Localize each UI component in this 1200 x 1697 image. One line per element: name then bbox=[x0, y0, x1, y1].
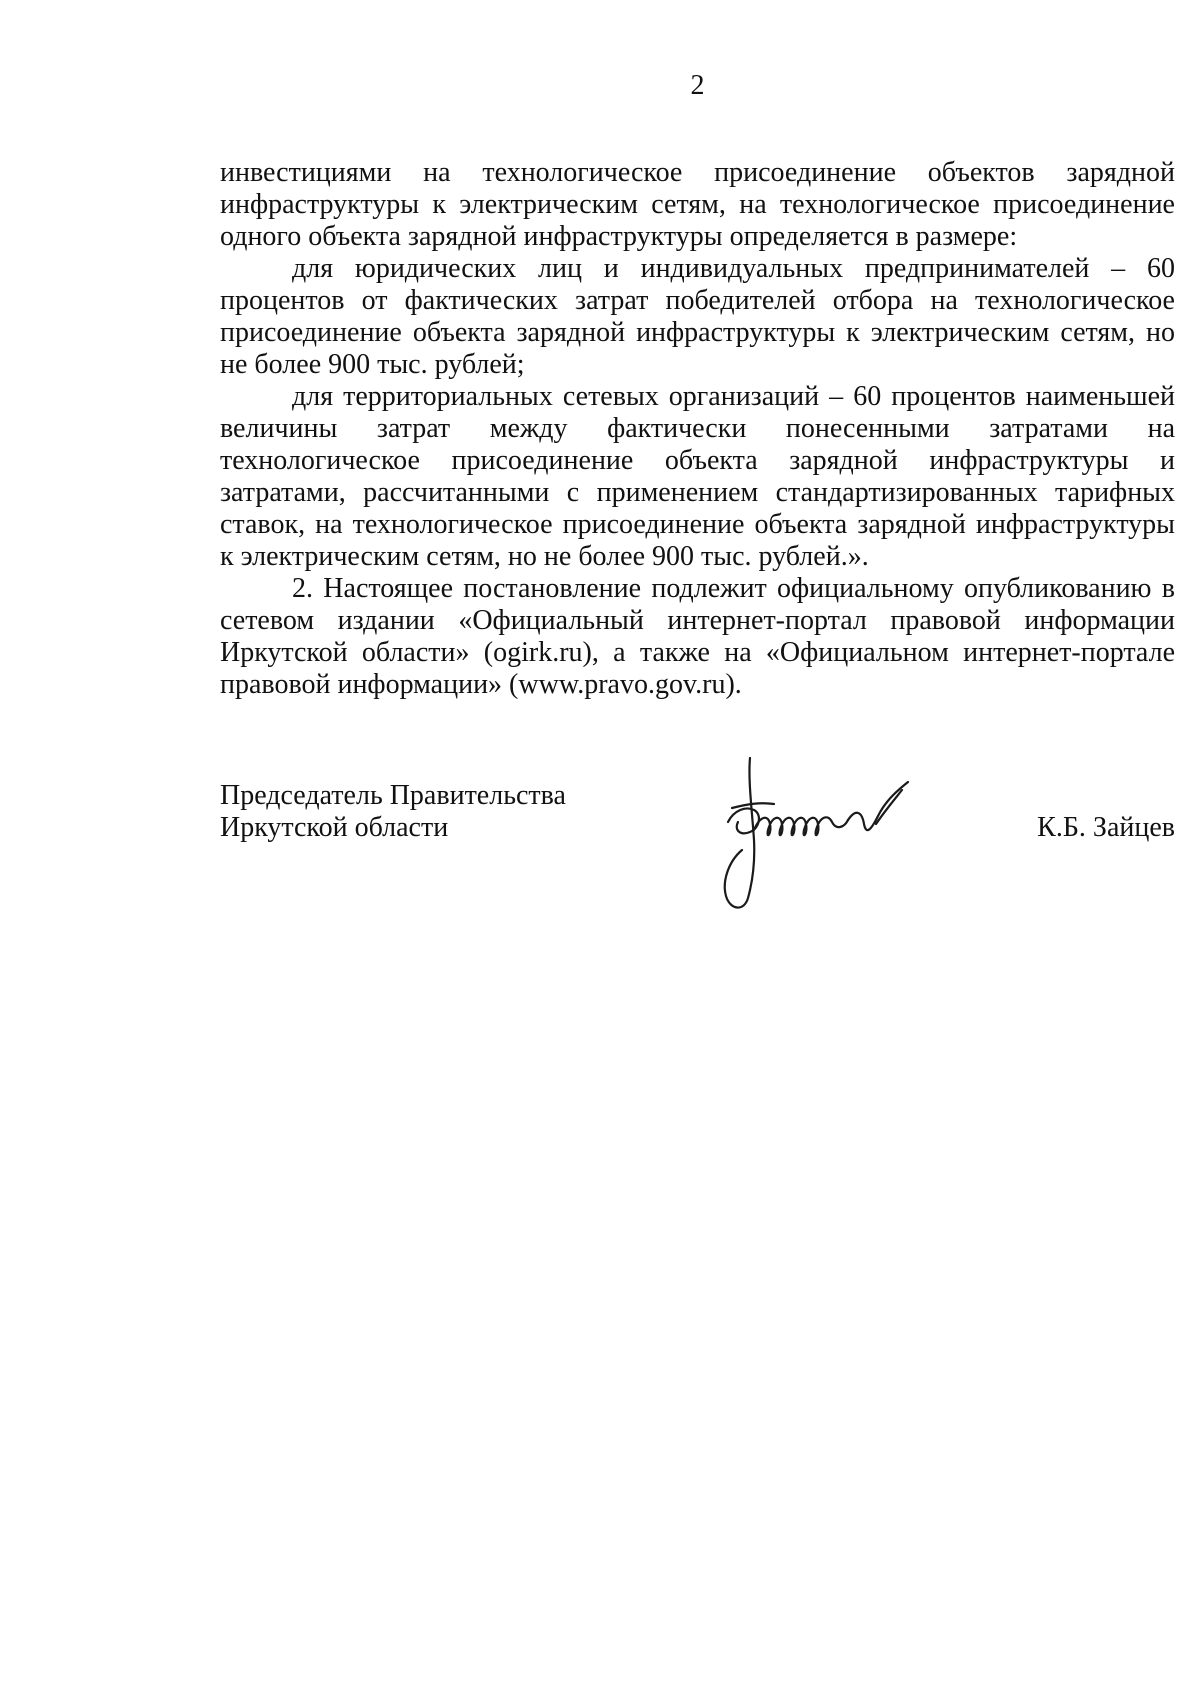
paragraph-network-organizations: для территориальных сетевых организаций – 60 процентов наименьшей величины затрат между фактически понесенными затратами на технологическое присоединение объекта зарядной инфраструктуры и затратами, рассчитанными с применением стандартизированных тарифных ставок, на технологическое присоединение объекта зарядной инфраструктуры к электрическим сетям, но не более 900 тыс. рублей.». bbox=[220, 381, 1175, 572]
paragraph-continuation: инвестициями на технологическое присоединение объектов зарядной инфраструктуры к электрическим сетям, на технологическое присоединение одного объекта зарядной инфраструктуры определяется в размере: bbox=[220, 157, 1175, 252]
document-body bbox=[220, 157, 1175, 701]
paragraph-publication: 2. Настоящее постановление подлежит официальному опубликованию в сетевом издании «Официальный интернет-портал правовой информации Иркутской области» (ogirk.ru), а также на «Официальном интернет-портале правовой информации» (www.pravo.gov.ru). bbox=[220, 573, 1175, 700]
handwritten-signature bbox=[698, 750, 948, 920]
signature-block bbox=[220, 770, 1175, 930]
signer-title-line-1: Председатель Правительства bbox=[220, 780, 566, 811]
signer-title-line-2: Иркутской области bbox=[220, 812, 449, 843]
signer-title bbox=[220, 780, 566, 844]
page-number: 2 bbox=[690, 70, 705, 101]
paragraph-legal-entities: для юридических лиц и индивидуальных предпринимателей – 60 процентов от фактических затрат победителей отбора на технологическое присоединение объекта зарядной инфраструктуры к электрическим сетям, но не более 900 тыс. рублей; bbox=[220, 253, 1175, 380]
signer-name: К.Б. Зайцев bbox=[1037, 812, 1175, 843]
